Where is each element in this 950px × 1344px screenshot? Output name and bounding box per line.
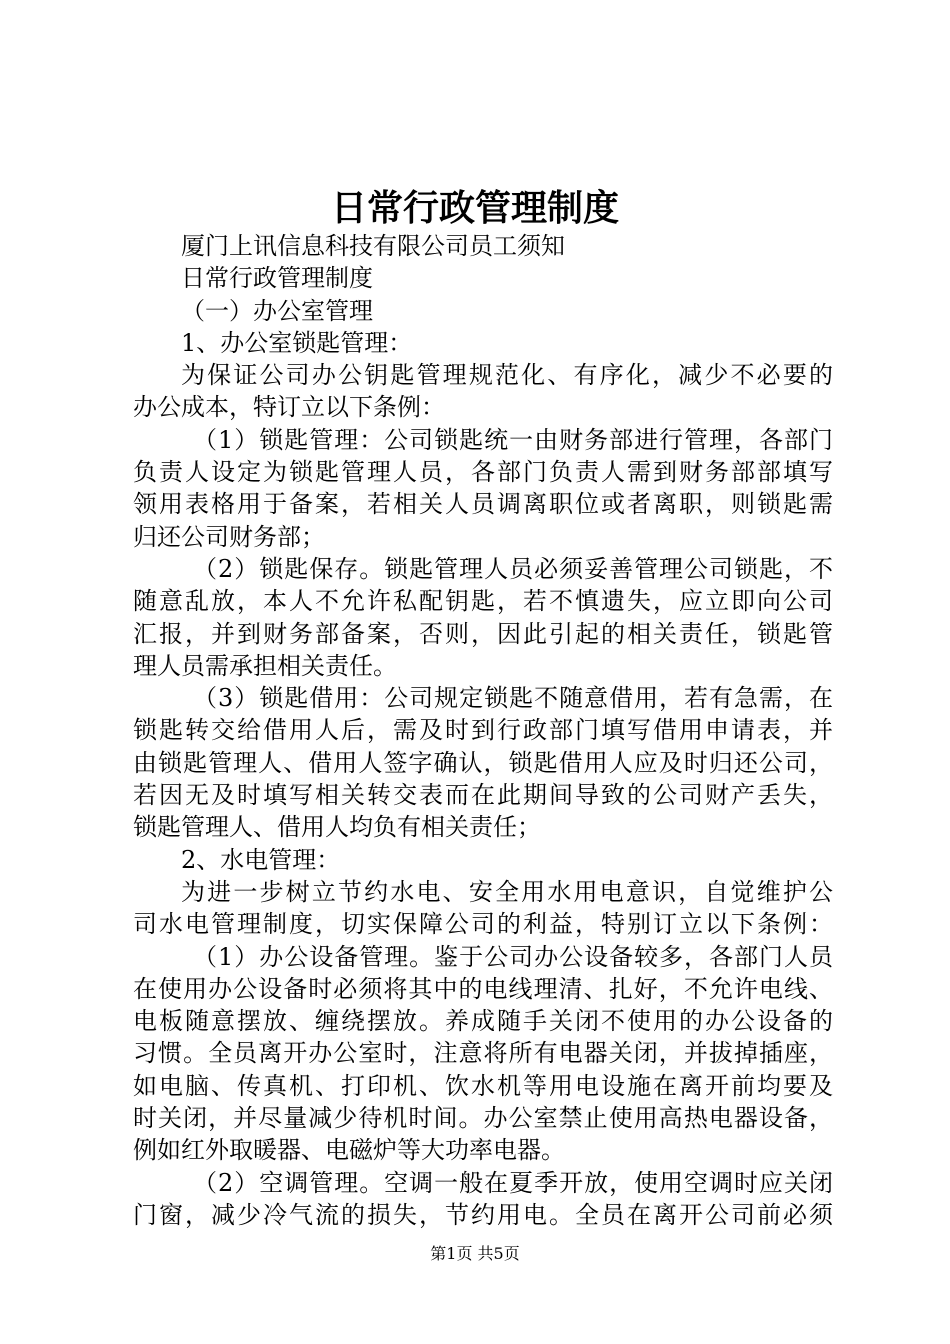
- text-line: 1、办公室锁匙管理：: [181, 328, 413, 357]
- text-line: 习惯。全员离开办公室时，注意将所有电器关闭，并拔掉插座，: [133, 1039, 833, 1068]
- page-footer: 第1页 共5页: [430, 1244, 520, 1263]
- text-line: 时关闭，并尽量减少待机时间。办公室禁止使用高热电器设备，: [133, 1104, 833, 1133]
- text-line: 例如红外取暖器、电磁炉等大功率电器。: [133, 1136, 565, 1165]
- text-line: （1）办公设备管理。鉴于公司办公设备较多，各部门人员: [193, 942, 833, 971]
- text-line: （3）锁匙借用：公司规定锁匙不随意借用，若有急需，在: [193, 684, 833, 713]
- text-line: 办公成本，特订立以下条例：: [133, 393, 445, 422]
- document-body: [133, 230, 833, 1231]
- text-line: 电板随意摆放、缠绕摆放。养成随手关闭不使用的办公设备的: [133, 1007, 833, 1036]
- text-line: 若因无及时填写相关转交表而在此期间导致的公司财产丢失，: [133, 781, 833, 810]
- document-title: 日常行政管理制度: [330, 187, 619, 229]
- text-line: 为保证公司办公钥匙管理规范化、有序化，减少不必要的: [181, 361, 833, 390]
- text-line: 在使用办公设备时必须将其中的电线理清、扎好，不允许电线、: [133, 974, 833, 1003]
- text-line: 领用表格用于备案，若相关人员调离职位或者离职，则锁匙需: [133, 490, 833, 519]
- text-line: 日常行政管理制度: [181, 264, 373, 293]
- text-line: （2）空调管理。空调一般在夏季开放，使用空调时应关闭: [193, 1168, 833, 1197]
- text-line: 归还公司财务部；: [133, 522, 325, 551]
- text-line: 负责人设定为锁匙管理人员，各部门负责人需到财务部部填写: [133, 458, 833, 487]
- text-line: 为进一步树立节约水电、安全用水用电意识，自觉维护公: [181, 877, 833, 906]
- text-line: 如电脑、传真机、打印机、饮水机等用电设施在离开前均要及: [133, 1071, 833, 1100]
- text-line: 由锁匙管理人、借用人签字确认，锁匙借用人应及时归还公司，: [133, 748, 833, 777]
- text-line: 理人员需承担相关责任。: [133, 651, 397, 680]
- text-line: （1）锁匙管理：公司锁匙统一由财务部进行管理，各部门: [193, 425, 833, 454]
- text-line: （一）办公室管理: [181, 296, 373, 325]
- text-line: 汇报，并到财务部备案，否则，因此引起的相关责任，锁匙管: [133, 619, 833, 648]
- text-line: （2）锁匙保存。锁匙管理人员必须妥善管理公司锁匙，不: [193, 554, 833, 583]
- text-line: 锁匙转交给借用人后，需及时到行政部门填写借用申请表，并: [133, 716, 833, 745]
- text-line: 司水电管理制度，切实保障公司的利益，特别订立以下条例：: [133, 910, 833, 939]
- text-line: 随意乱放，本人不允许私配钥匙，若不慎遗失，应立即向公司: [133, 587, 833, 616]
- text-line: 厦门上讯信息科技有限公司员工须知: [181, 232, 565, 260]
- text-line: 2、水电管理：: [181, 845, 341, 874]
- text-line: 锁匙管理人、借用人均负有相关责任；: [133, 813, 541, 842]
- text-line: 门窗，减少冷气流的损失，节约用电。全员在离开公司前必须: [133, 1200, 833, 1229]
